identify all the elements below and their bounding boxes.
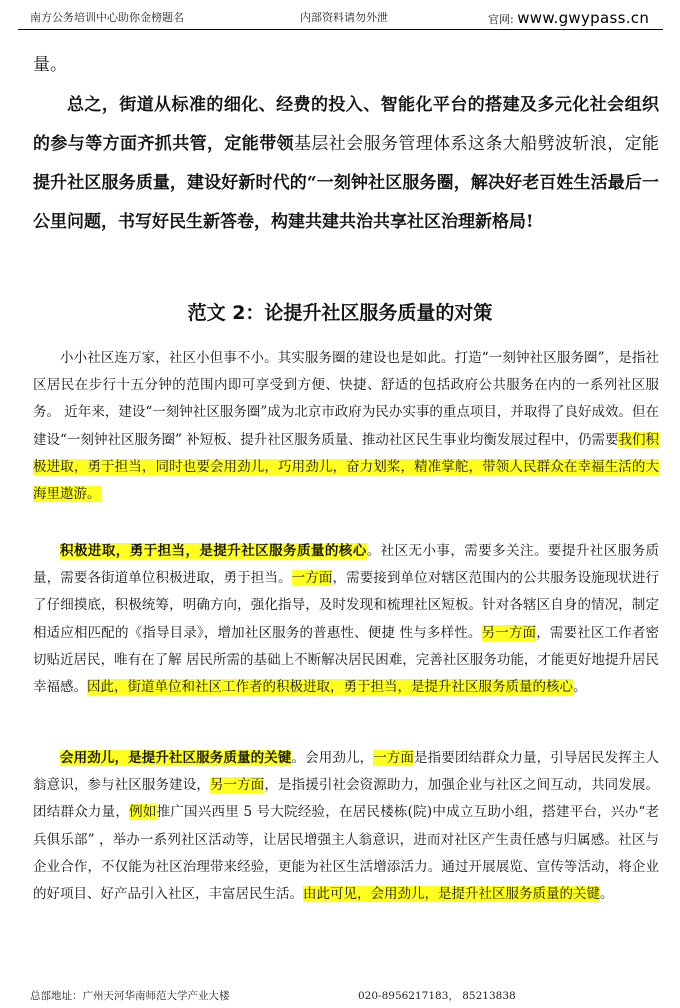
- essay-title: 范文 2：论提升社区服务质量的对策: [187, 302, 493, 324]
- footer-phone: 020-8956217183， 85213838: [358, 990, 516, 1002]
- highlight-other-aspect: 另一方面: [481, 624, 537, 641]
- paragraph-intro: 小小社区连万家，社区小但事不小。其实服务圈的建设也是如此。打造“一刻钟社区服务圈”，是指社区居民在步行十五分钟的范围内即可享受到方便、快捷、舒适的包括政府公共服务在内的一系列社区服务。 近年来，建设“一刻钟社区服务圈”成为北京市政府为民办实事的重点项目，并取得了良好成效。但在建设“一刻钟社区服务圈” 补短板、提升社区服务质量、推动社区民生事业均衡发展过程中，仍需要我们积极进取，勇于担当，同时也要会用劲儿，巧用劲儿，奋力划桨，精准掌舵，带领人民群众在幸福生活的大海里遨游。: [33, 350, 660, 503]
- highlight-key-one-aspect: 一方面: [373, 750, 415, 766]
- highlight-key-other-aspect: 另一方面: [209, 777, 265, 794]
- header-site-url[interactable]: www.gwypass.cn: [517, 9, 650, 27]
- conclusion-bold-1: 总之，街道从标准的细化、经费的投入、智能化平台的搭建及多元化社会组织的参与等方面齐抓共管，定能带领: [33, 95, 659, 154]
- header-site-label: 官网:: [488, 13, 514, 26]
- paragraph-core: 积极进取，勇于担当，是提升社区服务质量的核心。社区无小事，需要多关注。要提升社区服务质量，需要各街道单位积极进取，勇于担当。一方面，需要接到单位对辖区范围内的公共服务设施现状进行了仔细摸底，积极统筹，明确方向，强化指导，及时发现和梳理社区短板。针对各辖区自身的情况，制定相适应相匹配的《指导目录》，增加社区服务的普惠性、便捷 性与多样性。另一方面，需要社区工作者密切贴近居民，唯有在了解 居民所需的基础上不断解决居民困难，完善社区服务功能，才能更好地提升居民幸福感。因此，街道单位和社区工作者的积极进取，勇于担当，是提升社区服务质量的核心。: [33, 543, 660, 696]
- highlight-core-conclusion: 因此，街道单位和社区工作者的积极进取，勇于担当，是提升社区服务质量的核心: [87, 679, 573, 696]
- header-divider: [18, 29, 663, 30]
- header-site: [488, 9, 649, 27]
- header-center-text: 内部资料请勿外泄: [300, 11, 388, 24]
- highlight-intro: 我们积极进取，勇于担当，同时也要会用劲儿，巧用劲儿，奋力划桨，精准掌舵，带领人民群众在幸福生活的大海里遨游。: [33, 431, 660, 503]
- header-left-text: 南方公务培训中心助你金榜题名: [30, 11, 184, 24]
- highlight-key-conclusion: 由此可见，会用劲儿，是提升社区服务质量的关键: [303, 886, 600, 903]
- footer-address: 总部地址：广州天河华南师范大学产业大楼: [30, 990, 230, 1002]
- page-footer: [0, 986, 680, 1006]
- highlight-key-lead: 会用劲儿，是提升社区服务质量的关键: [60, 750, 292, 766]
- page-header: [0, 0, 680, 34]
- paragraph-key: 会用劲儿，是提升社区服务质量的关键。会用劲儿，一方面是指要团结群众力量，引导居民发挥主人翁意识，参与社区服务建设，另一方面，是指援引社会资源助力，加强企业与社区之间互动，共同发展。团结群众力量，例如推广国兴西里 5 号大院经验，在居民楼栋(院)中成立互助小组，搭建平台，兴办“老兵俱乐部” ，举办一系列社区活动等，让居民增强主人翁意识，进而对社区产生责任感与归属感。社区与企业合作，不仅能为社区治理带来经验，更能为社区生活增添活力。通过开展展览、宣传等活动，将企业的好项目、好产品引入社区，丰富居民生活。由此可见，会用劲儿，是提升社区服务质量的关键。: [33, 750, 660, 903]
- paragraph-conclusion: [33, 86, 659, 242]
- highlight-core-lead: 积极进取，勇于担当，是提升社区服务质量的核心: [60, 543, 367, 559]
- highlight-example: 例如: [129, 804, 157, 821]
- paragraph-continued: 量。: [33, 55, 67, 75]
- conclusion-normal: 基层社会服务管理体系这条大船劈波斩浪，定能: [294, 134, 659, 154]
- conclusion-bold-2: 提升社区服务质量，建设好新时代的“一刻钟社区服务圈，解决好老百姓生活最后一公里问题，书写好民生新答卷，构建共建共治共享社区治理新格局!: [33, 173, 659, 232]
- highlight-one-aspect: 一方面: [291, 570, 333, 587]
